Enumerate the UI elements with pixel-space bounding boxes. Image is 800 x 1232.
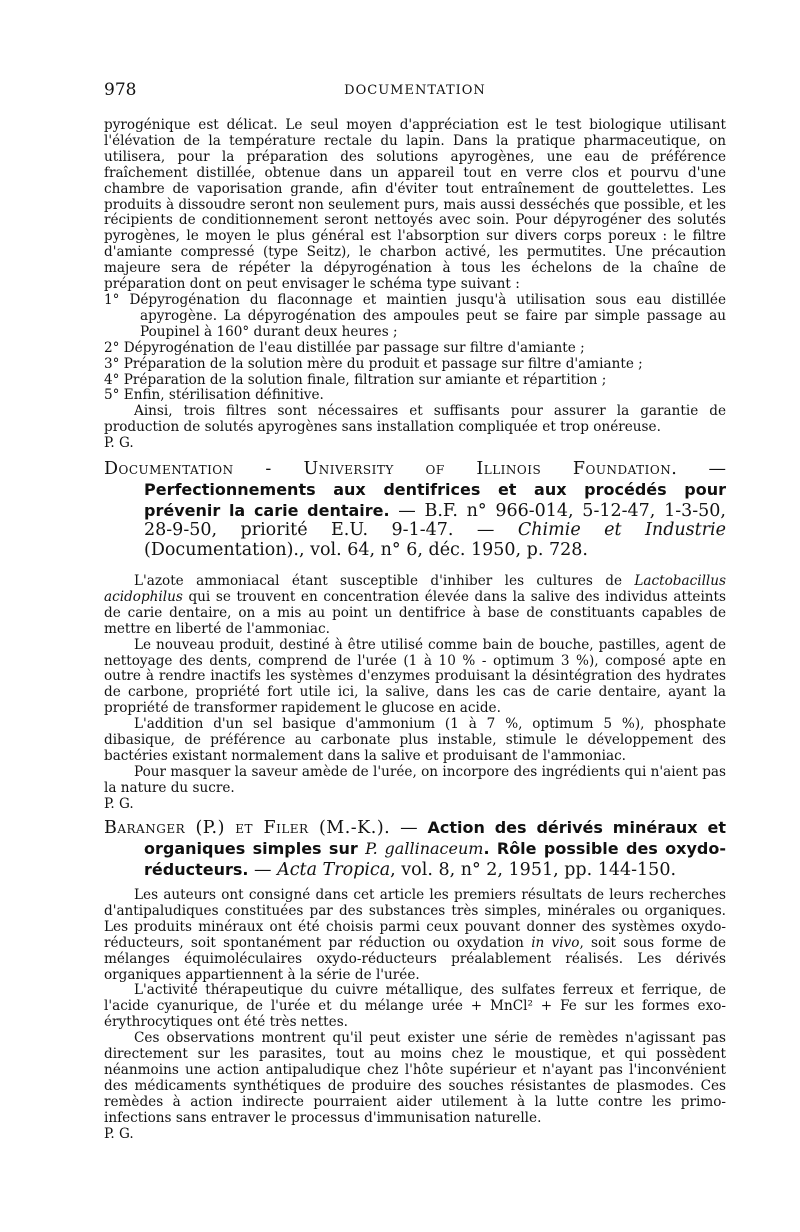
paragraph: L'activité thérapeutique du cuivre métallique, des sulfates ferreux et ferrique, de l'acide cyanurique, de l'urée et du mélange urée + MnCl² + Fe sur les formes exo-érythrocytiques ont été très nettes. bbox=[104, 982, 726, 1031]
section-dentifrices bbox=[104, 574, 726, 813]
paragraph: pyrogénique est délicat. Le seul moyen d'appréciation est le test biologique utilisant l'élévation de la température rectale du lapin. Dans la pratique pharmaceutique, on utilisera, pour la préparation des solutions apyrogènes, une eau de préférence fraîchement distillée, obtenue dans un appareil tout en verre clos et pourvu d'une chambre de vaporisation grande, afin d'éviter tout entraînement de gouttelettes. Les produits à dissoudre seront non seulement purs, mais aussi desséchés que possible, et les récipients de conditionnement seront nettoyés avec soin. Pour dépyrogéner des solutés pyrogènes, le moyen le plus général est l'absorption sur divers corps poreux : le filtre d'amiante compressé (type Seitz), le charbon activé, les permutites. Une précaution majeure sera de répéter la dépyrogénation à tous les échelons de la chaîne de préparation dont on peut envisager le schéma type suivant : bbox=[104, 117, 726, 293]
signature: P. G. bbox=[104, 1125, 134, 1142]
list-item: 2° Dépyrogénation de l'eau distillée par passage sur filtre d'amiante ; bbox=[104, 339, 585, 356]
paragraph: Les auteurs ont consigné dans cet article les premiers résultats de leurs recherches d'antipaludiques constituées par des substances très simples, minérales ou organiques. Les produits minéraux ont été choisis parmi ceux pouvant donner des systèmes oxydo-réducteurs, soit spontanément par réduction ou oxydation in vivo, soit sous forme de mélanges équimoléculaires oxydo-réducteurs préalablement réalisés. Les dérivés organiques appartiennent à la série de l'urée. bbox=[104, 887, 726, 983]
section-antipaludiques bbox=[104, 888, 726, 1143]
list-item: 5° Enfin, stérilisation définitive. bbox=[104, 387, 324, 404]
article-author: Baranger (P.) et Filer (M.-K.). bbox=[104, 818, 391, 838]
running-title: DOCUMENTATION bbox=[344, 83, 486, 98]
paragraph: Pour masquer la saveur amède de l'urée, on incorpore des ingrédients qui n'aient pas la nature du sucre. bbox=[104, 763, 726, 796]
procedure-list bbox=[104, 293, 726, 404]
journal-name: Acta Tropica bbox=[277, 859, 391, 880]
article-reference: , vol. 8, n° 2, 1951, pp. 144-150. bbox=[390, 859, 677, 880]
page-number: 978 bbox=[104, 80, 137, 100]
paragraph: L'addition d'un sel basique d'ammonium (1 à 7 %, optimum 5 %), phosphate dibasique, de préférence au carbonate plus instable, stimule le développement des bactéries existant normalement dans la salive et produisant de l'ammoniac. bbox=[104, 716, 726, 764]
signature: P. G. bbox=[104, 435, 134, 452]
list-item: 4° Préparation de la solution finale, filtration sur amiante et répartition ; bbox=[104, 371, 607, 388]
article-title: Perfectionnements aux dentifrices et aux procédés pour prévenir la carie dentaire. bbox=[144, 479, 726, 520]
signature: P. G. bbox=[104, 795, 134, 812]
journal-name: Chimie et Industrie bbox=[517, 520, 726, 541]
list-item: 1° Dépyrogénation du flaconnage et maintien jusqu'à utilisation sous eau distillée apyrogène. La dépyrogénation des ampoules peut se faire par simple passage au Poupinel à 160° durant deux heures ; bbox=[104, 291, 726, 340]
article-title: Action des dérivés minéraux et organiques simples sur P. gallinaceum. Rôle possible des oxydo-réducteurs. bbox=[144, 818, 726, 879]
list-item: 3° Préparation de la solution mère du produit et passage sur filtre d'amiante ; bbox=[104, 355, 643, 372]
paragraph: Ces observations montrent qu'il peut exister une série de remèdes n'agissant pas directement sur les parasites, tout au moins chez le moustique, et qui possèdent néanmoins une action antipaludique chez l'hôte supérieur et n'ayant pas l'inconvénient des médicaments synthétiques de produire des souches résistantes de plasmodes. Ces remèdes à action indirecte pourraient aider utilement à la lutte contre les primo-infections sans entraver le processus d'immunisation naturelle. bbox=[104, 1030, 726, 1126]
article-heading: Baranger (P.) et Filer (M.-K.). — Action des dérivés minéraux et organiques simples sur P. gallinaceum. Rôle possible des oxydo-réducteurs. — Acta Tropica, vol. 8, n° 2, 1951, pp. 144-150. bbox=[104, 818, 726, 880]
paragraph: Le nouveau produit, destiné à être utilisé comme bain de bouche, pastilles, agent de nettoyage des dents, comprend de l'urée (1 à 10 % - optimum 3 %), composé apte en outre à rendre inactifs les systèmes d'enzymes produisant la désintégration des hydrates de carbone, propriété fort utile ici, la salive, dans les cas de carie dentaire, ayant la propriété de transformer rapidement le glucose en acide. bbox=[104, 636, 726, 717]
paragraph: Ainsi, trois filtres sont nécessaires et suffisants pour assurer la garantie de production de solutés apyrogènes sans installation compliquée et trop onéreuse. bbox=[104, 403, 726, 436]
section-pyrogenes bbox=[104, 118, 726, 452]
page-header bbox=[104, 80, 726, 102]
article-author: Documentation - University of Illinois Foundation. bbox=[104, 459, 678, 479]
article-heading: Documentation - University of Illinois Foundation. — Perfectionnements aux dentifrices et aux procédés pour prévenir la carie dentaire. — B.F. n° 966-014, 5-12-47, 1-3-50, 28-9-50, priorité E.U. 9-1-47. — Chimie et Industrie (Documentation)., vol. 64, n° 6, déc. 1950, p. 728. bbox=[104, 459, 726, 561]
paragraph: L'azote ammoniacal étant susceptible d'inhiber les cultures de Lactobacillus acidophilus qui se trouvent en concentration élevée dans la salive des individus atteints de carie dentaire, on a mis au point un dentifrice à base de constituants capables de mettre en liberté de l'ammoniac. bbox=[104, 573, 726, 637]
article-reference: — B.F. n° 966-014, 5-12-47, 1-3-50, 28-9-50, priorité E.U. 9-1-47. — bbox=[144, 500, 726, 541]
